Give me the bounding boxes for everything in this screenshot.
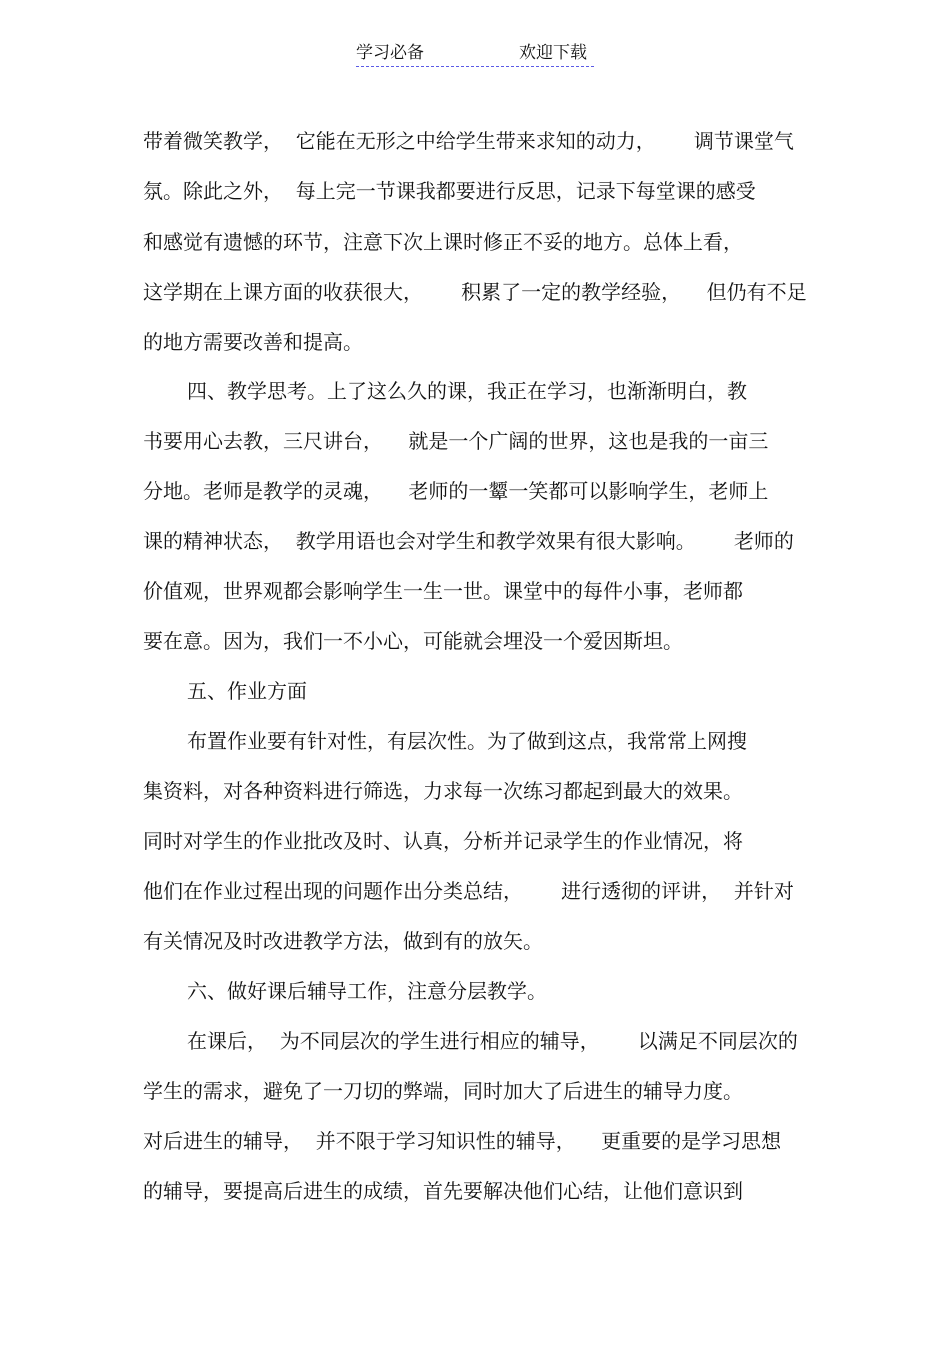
text-line: 带着微笑教学， 它能在无形之中给学生带来求知的动力， 调节课堂气 xyxy=(143,129,794,153)
text-line: 的地方需要改善和提高。 xyxy=(143,330,363,354)
text-line: 要在意。因为，我们一不小心，可能就会埋没一个爱因斯坦。 xyxy=(143,629,683,653)
text-line: 有关情况及时改进教学方法，做到有的放矢。 xyxy=(143,929,543,953)
text-line: 布置作业要有针对性，有层次性。为了做到这点，我常常上网搜 xyxy=(187,729,747,753)
section-heading: 五、作业方面 xyxy=(187,679,307,703)
text-line: 的辅导，要提高后进生的成绩，首先要解决他们心结，让他们意识到 xyxy=(143,1179,743,1203)
text-line: 学生的需求，避免了一刀切的弊端，同时加大了后进生的辅导力度。 xyxy=(143,1079,743,1103)
text-line: 课的精神状态， 教学用语也会对学生和教学效果有很大影响。 老师的 xyxy=(143,529,794,553)
text-line: 在课后， 为不同层次的学生进行相应的辅导， 以满足不同层次的 xyxy=(187,1029,798,1053)
text-line: 价值观，世界观都会影响学生一生一世。课堂中的每件小事，老师都 xyxy=(143,579,743,603)
header-right-text: 欢迎下载 xyxy=(519,43,587,63)
text-line: 他们在作业过程出现的问题作出分类总结， 进行透彻的评讲， 并针对 xyxy=(143,879,794,903)
text-line: 同时对学生的作业批改及时、认真，分析并记录学生的作业情况，将 xyxy=(143,829,743,853)
text-line: 集资料，对各种资料进行筛选，力求每一次练习都起到最大的效果。 xyxy=(143,779,743,803)
text-line: 书要用心去教，三尺讲台， 就是一个广阔的世界，这也是我的一亩三 xyxy=(143,429,769,453)
text-line: 四、教学思考。上了这么久的课，我正在学习，也渐渐明白，教 xyxy=(187,379,747,403)
text-line: 氛。除此之外， 每上完一节课我都要进行反思，记录下每堂课的感受 xyxy=(143,179,756,203)
header-left-text: 学习必备 xyxy=(356,43,424,63)
text-line: 对后进生的辅导， 并不限于学习知识性的辅导， 更重要的是学习思想 xyxy=(143,1129,782,1153)
section-heading: 六、做好课后辅导工作，注意分层教学。 xyxy=(187,979,547,1003)
text-line: 分地。老师是教学的灵魂， 老师的一颦一笑都可以影响学生，老师上 xyxy=(143,479,769,503)
text-line: 这学期在上课方面的收获很大， 积累了一定的教学经验， 但仍有不足 xyxy=(143,280,807,304)
text-line: 和感觉有遗憾的环节，注意下次上课时修正不妥的地方。总体上看， xyxy=(143,230,743,254)
